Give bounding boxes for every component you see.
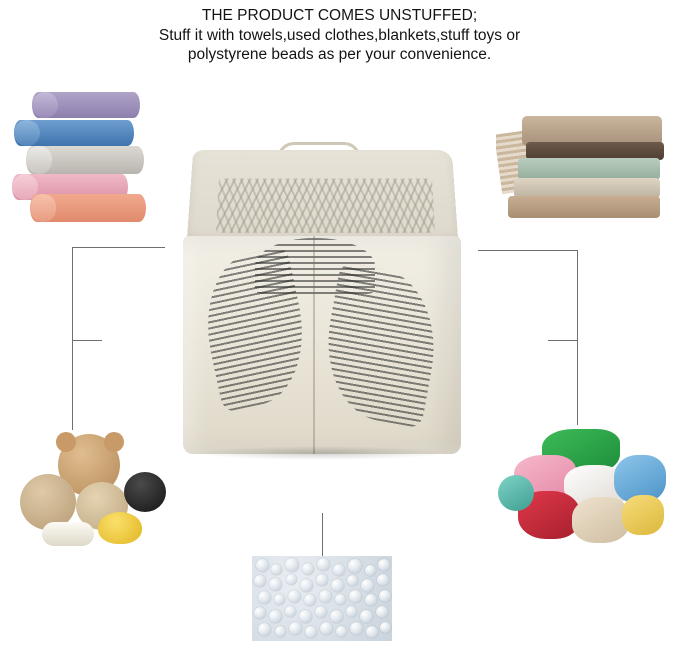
bead	[317, 558, 330, 571]
bead	[319, 590, 332, 603]
bead	[302, 563, 314, 575]
bead	[275, 626, 286, 637]
bead	[379, 590, 391, 602]
connector-left-vertical	[72, 247, 73, 443]
bead	[346, 606, 357, 617]
bead	[286, 574, 297, 585]
towel-grey	[26, 146, 144, 174]
bead	[299, 610, 312, 623]
bead	[365, 594, 377, 606]
bear-large-ear-right	[104, 432, 124, 452]
connector-top-right-horizontal	[478, 250, 577, 251]
bead	[274, 594, 285, 605]
bead	[258, 591, 271, 604]
pouf-center-seam	[313, 236, 315, 454]
bead	[285, 558, 299, 572]
bead	[336, 626, 347, 637]
bead	[316, 574, 328, 586]
product-pouf-image	[165, 140, 475, 460]
bead	[331, 579, 344, 592]
bear-large-ear-left	[56, 432, 76, 452]
towel-blue	[14, 120, 134, 146]
connector-mid-right-horizontal	[548, 340, 578, 341]
bead	[350, 622, 363, 635]
heading-line-2: Stuff it with towels,used clothes,blankets,stuff toys or	[158, 26, 521, 44]
toy-black	[124, 472, 166, 512]
bead	[365, 565, 376, 576]
bead	[285, 606, 296, 617]
pouf-top-panel	[187, 150, 459, 243]
bead	[305, 626, 317, 638]
bead	[360, 610, 373, 623]
bead	[335, 594, 346, 605]
bead	[254, 607, 266, 619]
bead	[320, 622, 333, 635]
blanket-green	[518, 158, 660, 180]
blanket-tan	[508, 196, 660, 218]
blanket-cream	[514, 178, 660, 198]
connector-bottom-center-vertical	[322, 513, 323, 557]
bead	[330, 610, 343, 623]
bead	[258, 623, 271, 636]
bead	[304, 594, 316, 606]
connector-mid-left-horizontal	[72, 340, 102, 341]
bead	[269, 578, 282, 591]
page-title	[0, 6, 679, 65]
toy-white	[42, 522, 94, 546]
callout-polystyrene-beads-image	[252, 556, 392, 641]
towel-peach	[30, 194, 146, 222]
bead	[377, 574, 389, 586]
callout-blankets-image	[496, 110, 671, 230]
towel-purple	[32, 92, 140, 118]
bead	[300, 579, 313, 592]
pouf-leaf-pattern-top	[255, 238, 375, 294]
bead	[289, 622, 302, 635]
connector-top-left-horizontal	[72, 247, 165, 248]
connector-right-vertical	[577, 250, 578, 440]
pouf-front-panel	[183, 236, 461, 454]
bead	[348, 559, 362, 573]
bead	[333, 564, 345, 576]
bead	[269, 610, 282, 623]
pouf-shadow	[195, 446, 445, 460]
bead	[361, 579, 374, 592]
callout-stuffed-toys-image	[12, 430, 177, 550]
pouf-top-pattern	[216, 179, 435, 233]
cloth-yellow	[622, 495, 664, 535]
heading-line-3: polystyrene beads as per your convenience.	[187, 46, 492, 63]
bead	[378, 559, 390, 571]
toy-yellow	[98, 512, 142, 544]
bead	[380, 622, 391, 633]
bead	[271, 564, 282, 575]
bead	[366, 626, 378, 638]
bead	[254, 575, 266, 587]
bead	[288, 590, 301, 603]
bead	[376, 606, 388, 618]
bead	[256, 559, 269, 572]
bead	[347, 575, 358, 586]
callout-used-clothes-image	[494, 425, 672, 553]
callout-towels-image	[8, 86, 153, 228]
heading-line-1: THE PRODUCT COMES UNSTUFFED;	[201, 7, 478, 24]
cloth-teal	[498, 475, 534, 511]
bead	[349, 590, 362, 603]
bead	[315, 606, 327, 618]
